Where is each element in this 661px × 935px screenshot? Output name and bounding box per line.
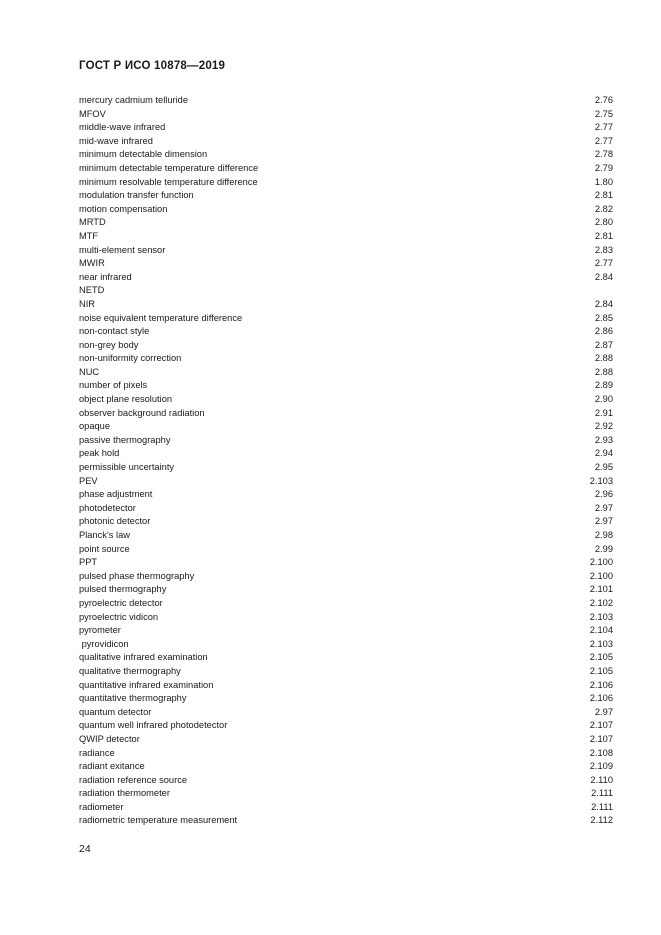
- index-reference: 2.84: [594, 271, 613, 282]
- index-entry: [79, 407, 613, 421]
- index-entry: [79, 692, 613, 706]
- index-term: mid-wave infrared: [79, 135, 153, 146]
- index-entry: [79, 515, 613, 529]
- index-term: quantum well infrared photodetector: [79, 720, 228, 731]
- index-entry: [79, 203, 613, 217]
- index-reference: 2.106: [589, 679, 613, 690]
- index-reference: 2.105: [589, 665, 613, 676]
- index-entry: [79, 624, 613, 638]
- index-reference: 2.111: [591, 801, 613, 812]
- index-term: radiance: [79, 747, 115, 758]
- index-entry: [79, 733, 613, 747]
- index-reference: 2.106: [589, 693, 613, 704]
- index-reference: 1.80: [594, 176, 613, 187]
- index-term: pyroelectric detector: [79, 597, 163, 608]
- index-entry: [79, 774, 613, 788]
- index-term: quantitative infrared examination: [79, 679, 214, 690]
- index-entry: [79, 787, 613, 801]
- index-reference: 2.100: [589, 557, 613, 568]
- index-entry: [79, 189, 613, 203]
- index-reference: 2.102: [589, 597, 613, 608]
- index-entry: [79, 393, 613, 407]
- index-term: PPT: [79, 557, 98, 568]
- index-term: photodetector: [79, 502, 136, 513]
- index-term: phase adjustment: [79, 489, 153, 500]
- index-entry: [79, 352, 613, 366]
- index-entry: [79, 325, 613, 339]
- alphabetical-index: [79, 94, 613, 828]
- index-term: non-grey body: [79, 339, 139, 350]
- index-reference: 2.92: [594, 421, 613, 432]
- index-entry: [79, 447, 613, 461]
- index-term: pyrometer: [79, 625, 121, 636]
- index-entry: [79, 284, 613, 298]
- index-term: radiant exitance: [79, 761, 145, 772]
- index-term: number of pixels: [79, 380, 148, 391]
- index-reference: 2.105: [589, 652, 613, 663]
- index-reference: 2.83: [594, 244, 613, 255]
- index-entry: [79, 556, 613, 570]
- index-term: PEV: [79, 475, 98, 486]
- index-entry: [79, 366, 613, 380]
- index-term: quantitative thermography: [79, 693, 187, 704]
- index-entry: [79, 420, 613, 434]
- index-reference: 2.112: [590, 815, 613, 826]
- index-entry: [79, 176, 613, 190]
- index-reference: 2.93: [594, 434, 613, 445]
- index-entry: [79, 679, 613, 693]
- index-entry: [79, 271, 613, 285]
- index-reference: 2.88: [594, 366, 613, 377]
- index-entry: [79, 135, 613, 149]
- index-reference: 2.82: [594, 203, 613, 214]
- index-reference: 2.96: [594, 489, 613, 500]
- index-reference: 2.75: [594, 108, 613, 119]
- index-entry: [79, 529, 613, 543]
- index-term: non-contact style: [79, 326, 150, 337]
- index-reference: 2.79: [594, 162, 613, 173]
- index-entry: [79, 488, 613, 502]
- index-entry: [79, 379, 613, 393]
- index-entry: [79, 162, 613, 176]
- index-entry: [79, 747, 613, 761]
- index-term: minimum detectable temperature difference: [79, 162, 259, 173]
- index-reference: 2.78: [594, 149, 613, 160]
- index-reference: 2.111: [591, 788, 613, 799]
- index-term: radiation thermometer: [79, 788, 170, 799]
- index-entry: [79, 651, 613, 665]
- index-reference: 2.86: [594, 326, 613, 337]
- index-entry: [79, 298, 613, 312]
- index-term: QWIP detector: [79, 733, 140, 744]
- index-entry: [79, 312, 613, 326]
- index-reference: 2.77: [594, 135, 613, 146]
- index-reference: 2.81: [594, 190, 613, 201]
- index-term: radiometer: [79, 801, 124, 812]
- index-term: minimum detectable dimension: [79, 149, 208, 160]
- index-term: qualitative thermography: [79, 665, 181, 676]
- index-reference: 2.107: [589, 733, 613, 744]
- index-reference: 2.103: [589, 611, 613, 622]
- index-term: pulsed phase thermography: [79, 570, 195, 581]
- index-entry: [79, 502, 613, 516]
- index-entry: [79, 121, 613, 135]
- index-entry: [79, 475, 613, 489]
- index-entry: [79, 597, 613, 611]
- index-reference: 2.97: [594, 706, 613, 717]
- index-reference: 2.95: [594, 462, 613, 473]
- index-term: opaque: [79, 421, 111, 432]
- index-term: object plane resolution: [79, 394, 173, 405]
- index-reference: 2.99: [594, 543, 613, 554]
- index-entry: [79, 108, 613, 122]
- index-term: permissible uncertainty: [79, 462, 175, 473]
- index-term: NETD: [79, 285, 105, 296]
- index-entry: [79, 244, 613, 258]
- index-term: qualitative infrared examination: [79, 652, 208, 663]
- index-term: point source: [79, 543, 130, 554]
- index-reference: 2.101: [589, 584, 613, 595]
- index-entry: [79, 719, 613, 733]
- index-entry: [79, 760, 613, 774]
- index-reference: 2.87: [594, 339, 613, 350]
- index-term: multi-element sensor: [79, 244, 166, 255]
- index-reference: 2.77: [594, 122, 613, 133]
- index-entry: [79, 434, 613, 448]
- index-reference: 2.77: [594, 258, 613, 269]
- index-term: NUC: [79, 366, 100, 377]
- index-term: MFOV: [79, 108, 106, 119]
- index-term: radiometric temperature measurement: [79, 815, 238, 826]
- index-term: pyroelectric vidicon: [79, 611, 159, 622]
- index-term: near infrared: [79, 271, 132, 282]
- index-term: middle-wave infrared: [79, 122, 166, 133]
- document-header: ГОСТ Р ИСО 10878—2019: [79, 60, 226, 72]
- index-reference: 2.89: [594, 380, 613, 391]
- index-reference: 2.84: [594, 298, 613, 309]
- index-entry: [79, 230, 613, 244]
- index-term: passive thermography: [79, 434, 171, 445]
- index-reference: 2.80: [594, 217, 613, 228]
- index-entry: [79, 611, 613, 625]
- index-term: MTF: [79, 230, 99, 241]
- index-reference: 2.103: [589, 475, 613, 486]
- index-term: radiation reference source: [79, 774, 188, 785]
- index-term: quantum detector: [79, 706, 152, 717]
- index-entry: [79, 665, 613, 679]
- index-entry: [79, 543, 613, 557]
- index-entry: [79, 638, 613, 652]
- index-entry: [79, 94, 613, 108]
- index-term: Planck’s law: [79, 530, 130, 540]
- index-term: modulation transfer function: [79, 190, 194, 201]
- index-reference: 2.98: [594, 530, 613, 540]
- index-entry: [79, 801, 613, 815]
- index-term: photonic detector: [79, 516, 151, 527]
- index-reference: 2.91: [594, 407, 613, 418]
- index-reference: 2.94: [594, 448, 613, 459]
- index-term: peak hold: [79, 448, 120, 459]
- index-entry: [79, 570, 613, 584]
- index-term: minimum resolvable temperature difference: [79, 176, 258, 187]
- index-reference: 2.109: [589, 761, 613, 772]
- index-reference: 2.110: [590, 774, 613, 785]
- index-reference: 2.81: [594, 230, 613, 241]
- index-term: noise equivalent temperature difference: [79, 312, 243, 323]
- index-entry: [79, 706, 613, 720]
- index-reference: 2.88: [594, 353, 613, 364]
- index-term: NIR: [79, 298, 96, 309]
- page-number: 24: [79, 843, 91, 855]
- index-entry: [79, 461, 613, 475]
- index-reference: 2.100: [589, 570, 613, 581]
- index-reference: 2.108: [589, 747, 613, 758]
- index-entry: [79, 814, 613, 828]
- index-entry: [79, 257, 613, 271]
- index-entry: [79, 583, 613, 597]
- index-reference: 2.90: [594, 394, 613, 405]
- index-term: pyrovidicon: [79, 638, 129, 649]
- index-reference: 2.97: [594, 502, 613, 513]
- index-reference: 2.97: [594, 516, 613, 527]
- index-entry: [79, 216, 613, 230]
- index-reference: 2.103: [589, 638, 613, 649]
- index-reference: 2.107: [589, 720, 613, 731]
- index-reference: 2.76: [594, 95, 613, 105]
- index-reference: 2.104: [589, 625, 613, 636]
- index-term: mercury cadmium telluride: [79, 95, 189, 105]
- index-term: non-uniformity correction: [79, 353, 182, 364]
- index-term: MRTD: [79, 217, 106, 228]
- index-entry: [79, 148, 613, 162]
- index-reference: 2.85: [594, 312, 613, 323]
- index-entry: [79, 339, 613, 353]
- index-term: motion compensation: [79, 203, 168, 214]
- index-term: observer background radiation: [79, 407, 205, 418]
- index-term: MWIR: [79, 258, 105, 269]
- index-term: pulsed thermography: [79, 584, 167, 595]
